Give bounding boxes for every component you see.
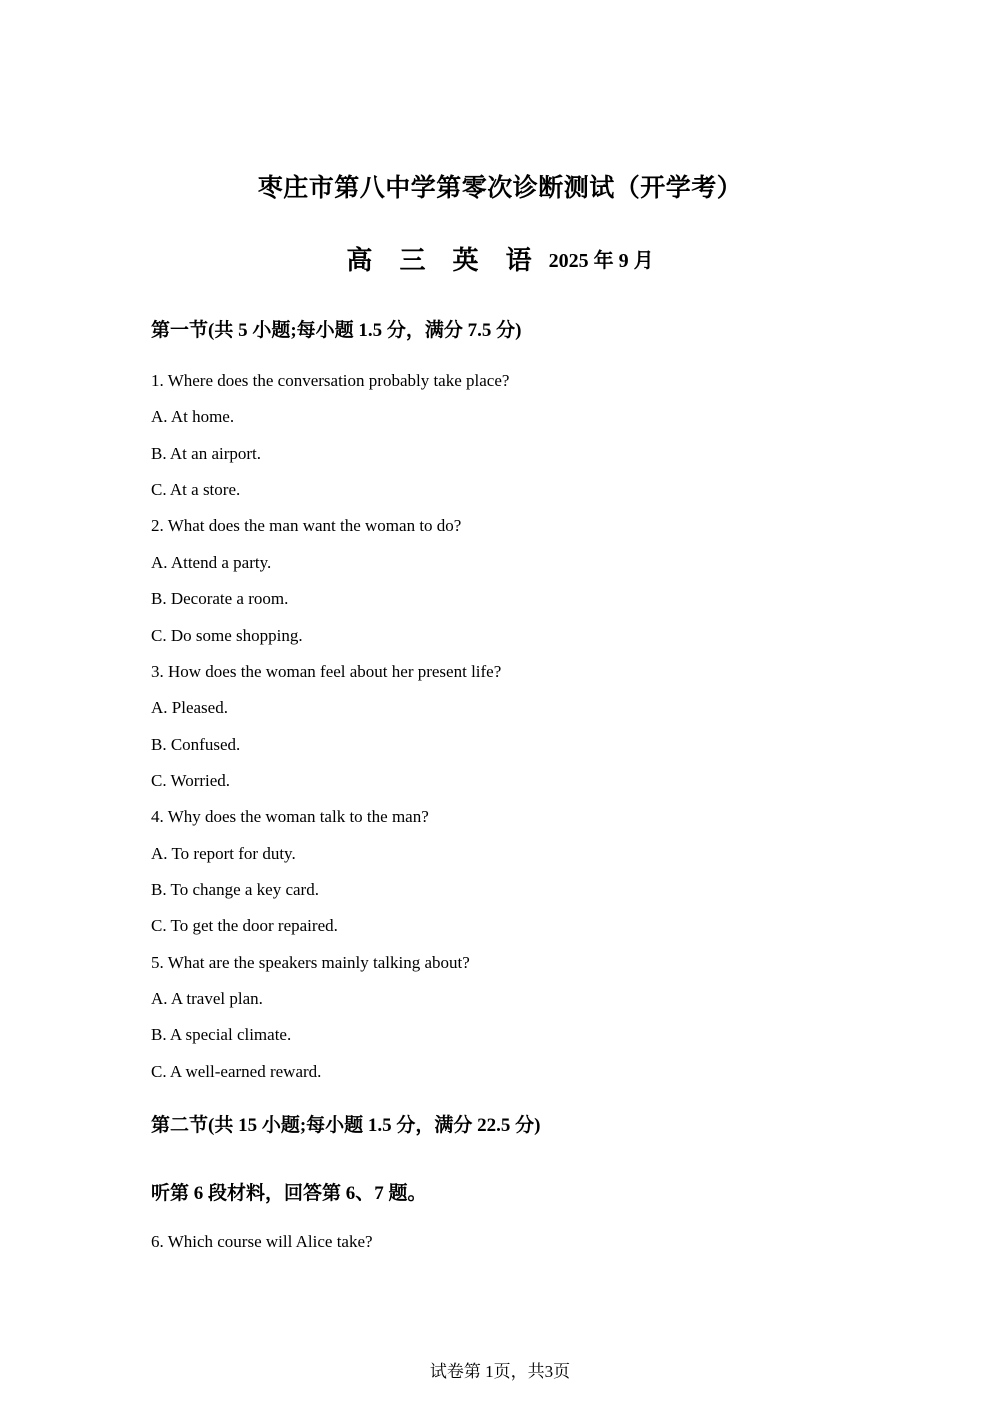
question-5-option-c: C. A well-earned reward. xyxy=(151,1062,322,1081)
question-2-text: 2. What does the man want the woman to do? xyxy=(151,516,462,535)
section-1-heading: 第一节(共 5 小题;每小题 1.5 分，满分 7.5 分) xyxy=(151,320,522,341)
question-5-text: 5. What are the speakers mainly talking about? xyxy=(151,953,470,972)
question-4-option-a: A. To report for duty. xyxy=(151,844,296,863)
question-1-text: 1. Where does the conversation probably take place? xyxy=(151,371,510,390)
question-5-option-b: B. A special climate. xyxy=(151,1025,292,1044)
question-3-option-b: B. Confused. xyxy=(151,735,241,754)
question-2-option-b: B. Decorate a room. xyxy=(151,589,289,608)
section-2-heading: 第二节(共 15 小题;每小题 1.5 分，满分 22.5 分) xyxy=(151,1115,541,1136)
subject-label: 高 三 英 语 xyxy=(346,246,541,276)
question-4-option-b: B. To change a key card. xyxy=(151,880,319,899)
exam-date: 2025 年 9 月 xyxy=(548,250,654,272)
question-3-option-c: C. Worried. xyxy=(151,771,231,790)
question-3-text: 3. How does the woman feel about her present life? xyxy=(151,662,502,681)
exam-subtitle xyxy=(0,240,1000,277)
question-1-option-b: B. At an airport. xyxy=(151,444,262,463)
question-4-option-c: C. To get the door repaired. xyxy=(151,916,338,935)
question-2-option-a: A. Attend a party. xyxy=(151,553,272,572)
question-1-option-c: C. At a store. xyxy=(151,480,241,499)
section-2-instruction: 听第 6 段材料，回答第 6、7 题。 xyxy=(151,1183,427,1204)
question-6-text: 6. Which course will Alice take? xyxy=(151,1232,373,1251)
exam-title: 枣庄市第八中学第零次诊断测试（开学考） xyxy=(257,173,743,202)
page-number-footer: 试卷第 1页，共3页 xyxy=(429,1362,571,1381)
question-4-text: 4. Why does the woman talk to the man? xyxy=(151,807,429,826)
question-3-option-a: A. Pleased. xyxy=(151,698,228,717)
question-1-option-a: A. At home. xyxy=(151,407,235,426)
question-5-option-a: A. A travel plan. xyxy=(151,989,263,1008)
question-2-option-c: C. Do some shopping. xyxy=(151,626,303,645)
